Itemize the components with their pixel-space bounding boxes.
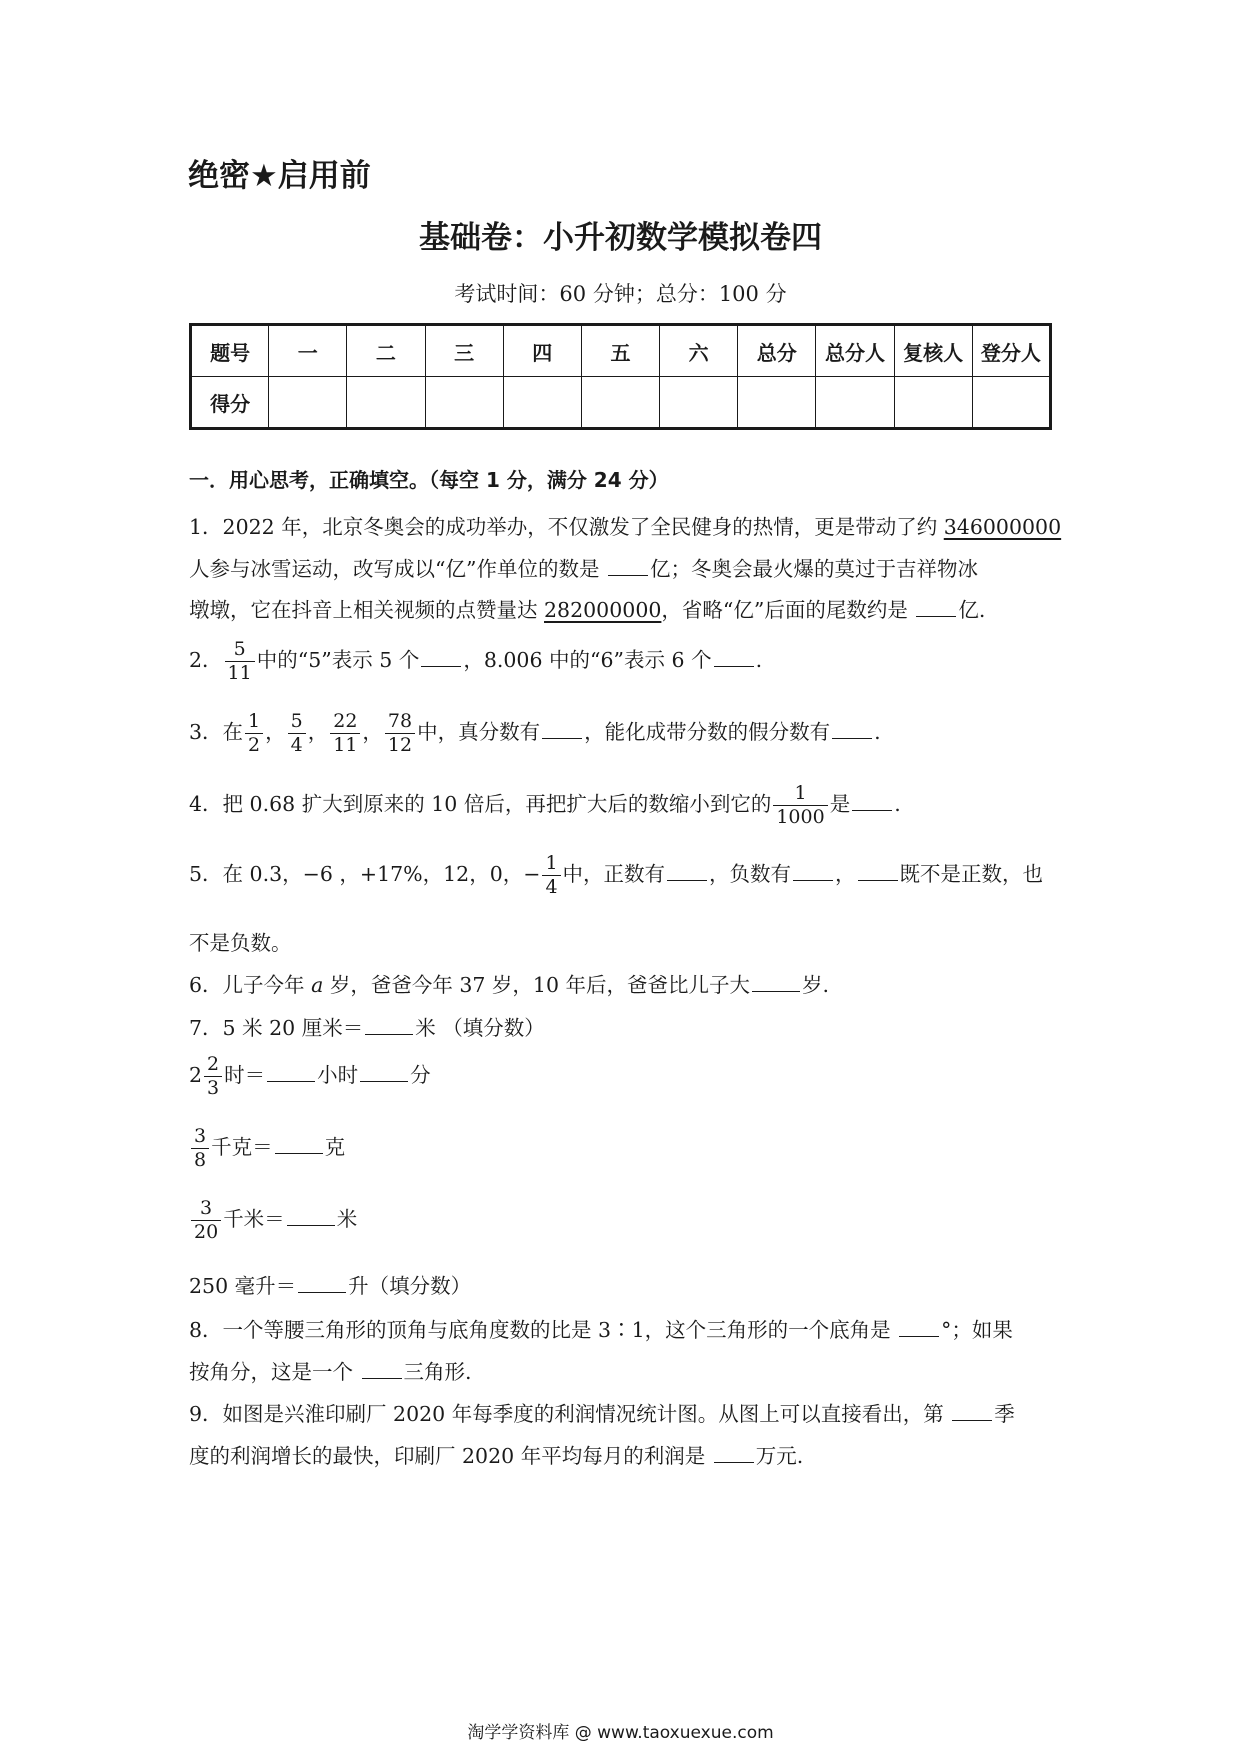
answer-blank[interactable] [421, 648, 461, 667]
score-header-cell: 登分人 [972, 325, 1050, 377]
score-cell[interactable] [581, 377, 659, 429]
text: 千克＝ [211, 1134, 273, 1159]
fraction: $\frac{3}{20}$ [191, 1197, 221, 1244]
question-7-line-3 [189, 1125, 345, 1172]
mixed-number-whole: 2 [189, 1062, 203, 1087]
underlined-number: 346000000 [943, 515, 1062, 539]
answer-blank[interactable] [298, 1274, 346, 1293]
text: ，能化成带分数的假分数有 [584, 719, 831, 744]
text: 亿. [958, 598, 986, 622]
underlined-number: 282000000 [544, 598, 662, 622]
text: 千米＝ [223, 1206, 285, 1231]
text: 克 [324, 1134, 346, 1159]
answer-blank[interactable] [362, 1360, 402, 1379]
score-cell[interactable] [269, 377, 347, 429]
answer-blank[interactable] [916, 598, 956, 617]
score-header-cell: 题号 [191, 325, 269, 377]
question-5-line-2 [189, 926, 292, 956]
score-cell[interactable] [660, 377, 738, 429]
text: 三角形. [403, 1360, 472, 1384]
page-title: 基础卷：小升初数学模拟卷四 [419, 220, 822, 256]
fraction: $\frac{5}{11}$ [225, 638, 255, 685]
text: ， [835, 861, 856, 886]
answer-blank[interactable] [365, 1016, 413, 1035]
score-cell[interactable] [425, 377, 503, 429]
score-header-cell: 六 [660, 325, 738, 377]
question-8-line-1 [189, 1313, 1013, 1343]
text: 5．在 0.3，−6 ，+17%，12，0，− [189, 861, 541, 886]
text: 米 [336, 1206, 358, 1231]
answer-blank[interactable] [287, 1207, 335, 1226]
question-3: 3．在 $\frac{1}{2}$ ， $\frac{5}{4}$ ， $\frac{22}{11}$ ， $\frac{78}{12}$ 中，真分数有 ，能化成带分数的假分数有 . [189, 710, 881, 756]
text: 4．把 0.68 扩大到原来的 10 倍后，再把扩大后的数缩小到它的 [189, 791, 772, 816]
text: . [755, 647, 763, 672]
score-table [189, 323, 1052, 430]
question-6 [189, 968, 829, 998]
text: 9．如图是兴淮印刷厂 2020 年每季度的利润情况统计图。从图上可以直接看出，第 [189, 1402, 951, 1426]
answer-blank[interactable] [714, 1444, 754, 1463]
fraction: $\frac{1}{1000}$ [773, 782, 827, 829]
question-8-line-2 [189, 1355, 472, 1385]
score-cell[interactable] [972, 377, 1050, 429]
score-cell[interactable] [816, 377, 894, 429]
text: °；如果 [941, 1318, 1013, 1342]
text: 1．2022 年，北京冬奥会的成功举办，不仅激发了全民健身的热情，更是带动了约 [189, 515, 944, 539]
text: 度的利润增长的最快，印刷厂 2020 年平均每月的利润是 [189, 1444, 712, 1468]
text: 不是负数。 [189, 931, 292, 955]
score-header-cell: 总分人 [816, 325, 894, 377]
text: 3．在 [189, 719, 244, 744]
text: 岁. [802, 973, 830, 997]
text: 小时 [317, 1062, 359, 1087]
answer-blank[interactable] [714, 648, 754, 667]
text: 墩墩，它在抖音上相关视频的点赞量达 [189, 598, 545, 622]
answer-blank[interactable] [360, 1063, 408, 1082]
fraction: $\frac{3}{8}$ [191, 1125, 209, 1172]
answer-blank[interactable] [752, 973, 800, 992]
fraction: $\frac{5}{4}$ [288, 710, 306, 757]
question-1-line-1 [189, 510, 1061, 540]
fraction: $\frac{1}{4}$ [542, 852, 560, 899]
text: 岁，爸爸今年 37 岁，10 年后，爸爸比儿子大 [323, 973, 751, 997]
score-header-cell: 四 [503, 325, 581, 377]
text: 6．儿子今年 [189, 973, 312, 997]
answer-blank[interactable] [793, 862, 833, 881]
score-header-cell: 五 [581, 325, 659, 377]
confidential-label: 绝密★启用前 [188, 158, 371, 194]
answer-blank[interactable] [952, 1402, 992, 1421]
text: 2． [189, 647, 223, 672]
text: 亿；冬奥会最火爆的莫过于吉祥物冰 [649, 557, 978, 581]
text: 分 [410, 1062, 431, 1087]
answer-blank[interactable] [852, 792, 892, 811]
question-9-line-2 [189, 1439, 803, 1469]
text: 米 （填分数） [415, 1016, 545, 1040]
text: ，负数有 [709, 861, 792, 886]
fraction: $\frac{78}{12}$ [385, 710, 415, 757]
answer-blank[interactable] [832, 720, 872, 739]
score-header-cell: 二 [347, 325, 425, 377]
text: 7．5 米 20 厘米＝ [189, 1016, 364, 1040]
question-9-line-1 [189, 1397, 1015, 1427]
score-header-cell: 一 [269, 325, 347, 377]
score-header-cell: 三 [425, 325, 503, 377]
section-heading: 一．用心思考，正确填空。（每空 1 分，满分 24 分） [189, 468, 669, 492]
text: 季 [994, 1402, 1015, 1426]
text: . [874, 719, 881, 744]
score-cell[interactable] [347, 377, 425, 429]
answer-blank[interactable] [899, 1318, 939, 1337]
answer-blank[interactable] [608, 557, 648, 576]
score-cell[interactable] [503, 377, 581, 429]
text: ，省略“亿”后面的尾数约是 [661, 598, 915, 622]
variable: a [311, 973, 324, 997]
exam-info: 考试时间：60 分钟；总分：100 分 [454, 282, 787, 306]
text: 250 毫升＝ [189, 1274, 297, 1298]
question-7-line-2 [189, 1053, 431, 1100]
question-4 [189, 782, 901, 829]
text: 中，正数有 [562, 861, 666, 886]
score-header-cell: 复核人 [894, 325, 972, 377]
question-2 [189, 638, 762, 685]
fraction: $\frac{2}{3}$ [204, 1053, 222, 1100]
text: 万元. [755, 1444, 804, 1468]
text: 是 [829, 791, 851, 816]
question-7-line-4 [189, 1197, 357, 1244]
score-table-score-row [191, 377, 1051, 429]
text: 按角分，这是一个 [189, 1360, 360, 1384]
score-cell[interactable] [738, 377, 816, 429]
question-7-line-5 [189, 1269, 471, 1299]
text: 既不是正数，也 [899, 861, 1044, 886]
answer-blank[interactable] [667, 862, 707, 881]
score-cell[interactable] [894, 377, 972, 429]
text: ，8.006 中的“6”表示 6 个 [463, 647, 712, 672]
question-7-line-1 [189, 1011, 545, 1041]
question-5-line-1 [189, 852, 1043, 899]
question-1-line-3 [189, 593, 985, 623]
text: 8．一个等腰三角形的顶角与底角度数的比是 3∶1，这个三角形的一个底角是 [189, 1318, 898, 1342]
fraction: $\frac{1}{2}$ [245, 710, 263, 757]
score-table-header-row [191, 325, 1051, 377]
text: 中，真分数有 [417, 719, 541, 744]
text: 时＝ [224, 1062, 266, 1087]
fraction: $\frac{22}{11}$ [330, 710, 360, 757]
text: 升（填分数） [348, 1274, 472, 1298]
answer-blank[interactable] [542, 720, 582, 739]
answer-blank[interactable] [858, 862, 898, 881]
question-1-line-2 [189, 552, 978, 582]
score-header-cell: 总分 [738, 325, 816, 377]
text: 人参与冰雪运动，改写成以“亿”作单位的数是 [189, 557, 606, 581]
answer-blank[interactable] [275, 1135, 323, 1154]
text: 中的“5”表示 5 个 [256, 647, 420, 672]
score-row-label: 得分 [191, 377, 269, 429]
footer-watermark: 淘学学资料库 @ www.taoxuexue.com [467, 1723, 774, 1743]
text: . [894, 791, 901, 816]
answer-blank[interactable] [267, 1063, 315, 1082]
